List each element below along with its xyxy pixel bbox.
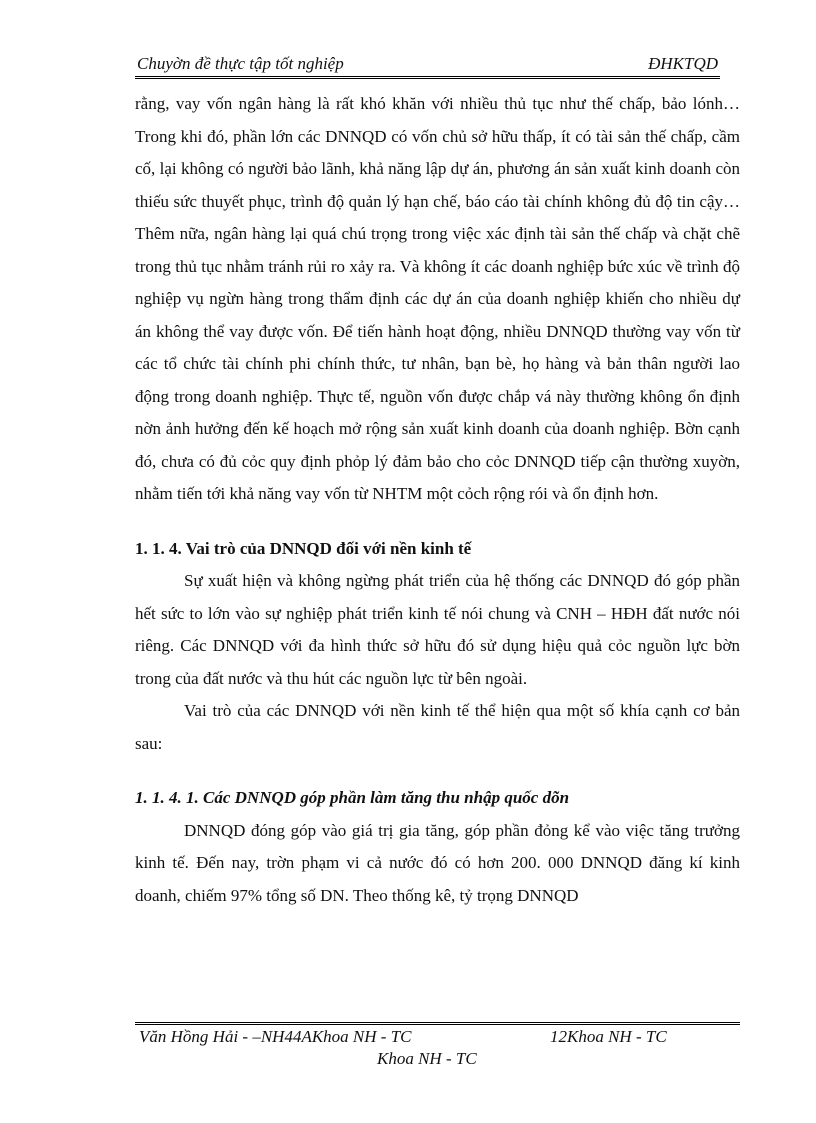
paragraph: DNNQD đóng góp vào giá trị gia tăng, góp phần đỏng kể vào việc tăng trưởng kinh tế. Đến nay, trờn phạm vi cả nước đó có hơn 200. 000 DNNQD đăng kí kinh doanh, chiếm 97% tổng số DN. Theo thống kê, tỷ trọng DNNQD [135, 820, 740, 905]
footer-author: Văn Hồng Hải - –NH44AKhoa NH - TC [139, 1027, 412, 1046]
document-body [135, 88, 740, 912]
footer-page-number: 12Khoa NH - TC [550, 1027, 667, 1046]
paragraph: Sự xuất hiện và không ngừng phát triển của hệ thống các DNNQD đó góp phần hết sức to lớn vào sự nghiệp phát triển kinh tế nói chung và CNH – HĐH đất nước nói riêng. Các DNNQD với đa hình thức sở hữu đó sử dụng hiệu quả cỏc nguồn lực bờn trong của đất nước và thu hút các nguồn lực từ bên ngoài. [135, 571, 740, 688]
section-heading: 1. 1. 4. Vai trò của DNNQD đối với nền kinh tế [135, 538, 472, 558]
paragraph: rằng, vay vốn ngân hàng là rất khó khăn với nhiều thủ tục như thế chấp, bảo lónh… Trong khi đó, phần lớn các DNNQD có vốn chủ sở hữu thấp, ít có tài sản thế chấp, cầm cố, lại không có người bảo lãnh, khả năng lập dự án, phương án sản xuất kinh doanh còn thiếu sức thuyết phục, trình độ quản lý hạn chế, báo cáo tài chính không đủ độ tin cậy… Thêm nữa, ngân hàng lại quá chú trọng trong việc xác định tài sản thế chấp và chặt chẽ trong thủ tục nhằm tránh rủi ro xảy ra. Và không ít các doanh nghiệp bức xúc về trình độ nghiệp vụ ngừn hàng trong thẩm định các dự án của doanh nghiệp khiến cho nhiều dự án không thể vay được vốn. Để tiến hành hoạt động, nhiều DNNQD thường vay vốn từ các tổ chức tài chính phi chính thức, tư nhân, bạn bè, họ hàng và bản thân người lao động trong doanh nghiệp. Thực tế, nguồn vốn được chắp vá này thường không ổn định nờn ảnh hưởng đến kế hoạch mở rộng sản xuất kinh doanh của doanh nghiệp. Bờn cạnh đó, chưa có đủ cỏc quy định phỏp lý đảm bảo cho cỏc DNNQD tiếp cận thường xuyờn, nhằm tiến tới khả năng vay vốn từ NHTM một cỏch rộng rói và ổn định hơn. [135, 94, 740, 503]
footer-department: Khoa NH - TC [377, 1049, 477, 1068]
header-title: Chuyờn đề thực tập tốt nghiệp [137, 54, 344, 73]
page-header [135, 52, 720, 79]
header-institution: ĐHKTQD [648, 54, 718, 73]
footer-divider [135, 1022, 740, 1025]
subsection-heading: 1. 1. 4. 1. Các DNNQD góp phần làm tăng thu nhập quốc dõn [135, 788, 570, 807]
paragraph: Vai trò của các DNNQD với nền kinh tế thể hiện qua một số khía cạnh cơ bản sau: [135, 701, 740, 753]
